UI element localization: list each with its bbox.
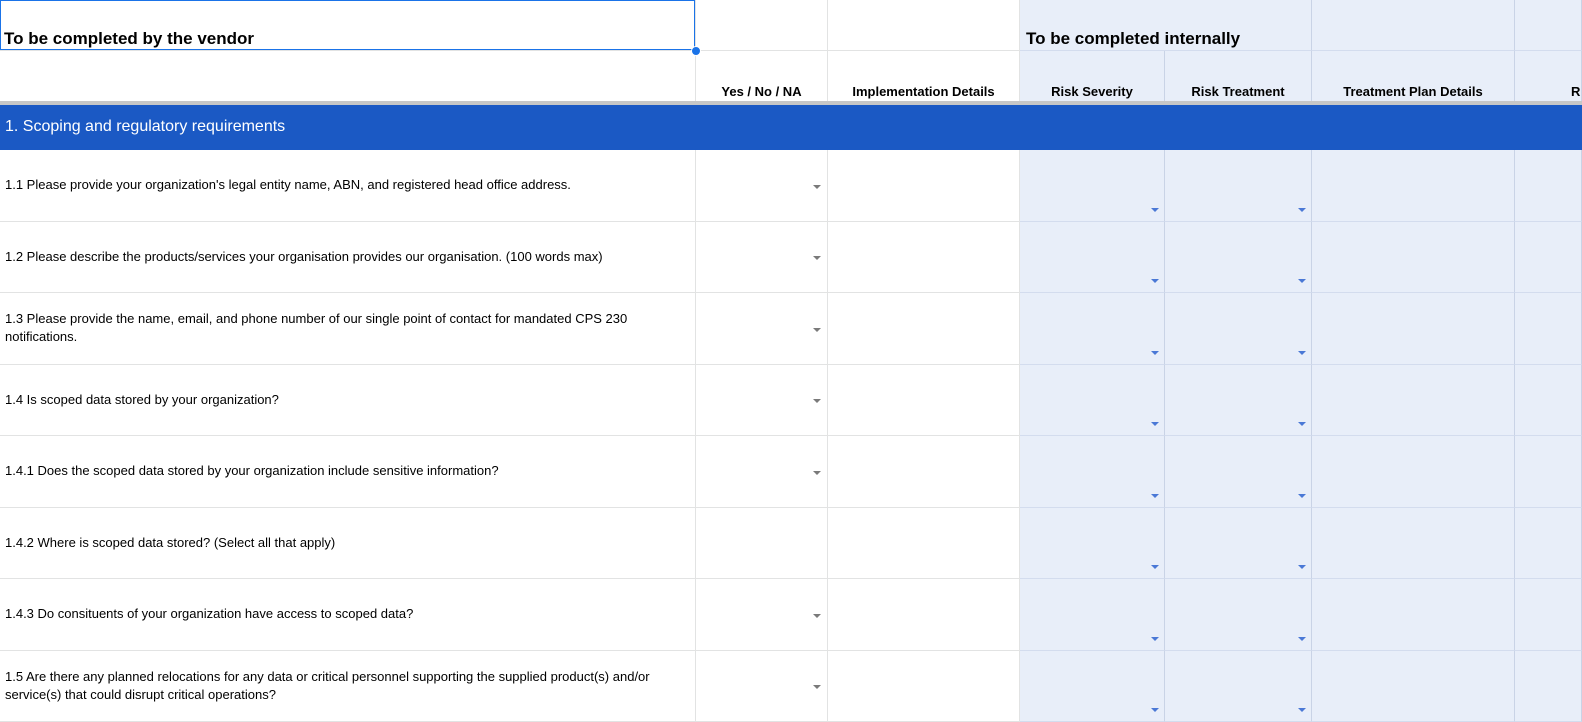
triangle-down-icon[interactable] xyxy=(1298,565,1306,569)
implementation-details-cell[interactable] xyxy=(828,222,1020,294)
question-text: 1.4.3 Do consituents of your organization have access to scoped data? xyxy=(5,605,675,623)
risk-severity-cell[interactable] xyxy=(1020,293,1165,365)
section-title: 1. Scoping and regulatory requirements xyxy=(5,118,285,136)
column-label: R xyxy=(1571,84,1581,99)
question-row xyxy=(0,150,1582,222)
risk-treatment-cell[interactable] xyxy=(1165,579,1312,651)
question-cell[interactable] xyxy=(0,293,696,365)
treatment-plan-details-cell[interactable] xyxy=(1312,222,1515,294)
triangle-down-icon[interactable] xyxy=(1151,208,1159,212)
triangle-down-icon[interactable] xyxy=(1151,351,1159,355)
triangle-down-icon[interactable] xyxy=(813,685,821,689)
triangle-down-icon[interactable] xyxy=(1298,708,1306,712)
yes-no-na-cell[interactable] xyxy=(696,150,828,222)
empty-cell[interactable] xyxy=(828,0,1020,51)
risk-severity-cell[interactable] xyxy=(1020,222,1165,294)
partial-column-cell[interactable] xyxy=(1515,222,1582,294)
question-cell[interactable] xyxy=(0,436,696,508)
yes-no-na-cell[interactable] xyxy=(696,222,828,294)
yes-no-na-cell[interactable] xyxy=(696,651,828,722)
treatment-plan-details-cell[interactable] xyxy=(1312,150,1515,222)
triangle-down-icon[interactable] xyxy=(813,471,821,475)
triangle-down-icon[interactable] xyxy=(1298,494,1306,498)
risk-treatment-cell[interactable] xyxy=(1165,150,1312,222)
risk-treatment-cell[interactable] xyxy=(1165,436,1312,508)
triangle-down-icon[interactable] xyxy=(1298,208,1306,212)
fill-handle[interactable] xyxy=(691,46,701,56)
risk-severity-cell[interactable] xyxy=(1020,651,1165,722)
internal-group-cell[interactable] xyxy=(1020,0,1312,51)
vendor-group-title: To be completed by the vendor xyxy=(4,29,254,49)
question-cell[interactable] xyxy=(0,222,696,294)
implementation-details-cell[interactable] xyxy=(828,651,1020,722)
column-header-risk-severity[interactable] xyxy=(1020,51,1165,102)
question-text: 1.4 Is scoped data stored by your organization? xyxy=(5,391,675,409)
column-label: Treatment Plan Details xyxy=(1312,84,1514,99)
question-row xyxy=(0,651,1582,722)
question-row xyxy=(0,365,1582,437)
partial-column-cell[interactable] xyxy=(1515,436,1582,508)
question-text: 1.4.1 Does the scoped data stored by your organization include sensitive information? xyxy=(5,462,675,480)
question-row xyxy=(0,579,1582,651)
triangle-down-icon[interactable] xyxy=(1298,422,1306,426)
question-row xyxy=(0,293,1582,365)
partial-column-cell[interactable] xyxy=(1515,579,1582,651)
column-header-row xyxy=(0,51,1582,102)
question-row xyxy=(0,436,1582,508)
triangle-down-icon[interactable] xyxy=(1151,279,1159,283)
column-header-treatment-plan-details[interactable] xyxy=(1312,51,1515,102)
vendor-group-cell[interactable] xyxy=(0,0,696,51)
question-text: 1.2 Please describe the products/services your organisation provides our organisation. (100 words max) xyxy=(5,248,675,266)
triangle-down-icon[interactable] xyxy=(813,256,821,260)
question-cell[interactable] xyxy=(0,365,696,437)
triangle-down-icon[interactable] xyxy=(1298,637,1306,641)
partial-column-cell[interactable] xyxy=(1515,365,1582,437)
question-cell[interactable] xyxy=(0,579,696,651)
risk-treatment-cell[interactable] xyxy=(1165,293,1312,365)
question-cell[interactable] xyxy=(0,150,696,222)
triangle-down-icon[interactable] xyxy=(1298,279,1306,283)
risk-treatment-cell[interactable] xyxy=(1165,365,1312,437)
triangle-down-icon[interactable] xyxy=(1298,351,1306,355)
column-header-yes-no-na[interactable] xyxy=(696,51,828,102)
yes-no-na-cell[interactable] xyxy=(696,436,828,508)
internal-group-title: To be completed internally xyxy=(1026,29,1240,49)
empty-cell[interactable] xyxy=(0,51,696,102)
column-header-partial[interactable] xyxy=(1515,51,1582,102)
triangle-down-icon[interactable] xyxy=(813,399,821,403)
partial-column-cell[interactable] xyxy=(1515,150,1582,222)
partial-column-cell[interactable] xyxy=(1515,293,1582,365)
triangle-down-icon[interactable] xyxy=(813,185,821,189)
triangle-down-icon[interactable] xyxy=(813,614,821,618)
column-label: Risk Severity xyxy=(1020,84,1164,99)
implementation-details-cell[interactable] xyxy=(828,436,1020,508)
risk-treatment-cell[interactable] xyxy=(1165,508,1312,580)
implementation-details-cell[interactable] xyxy=(828,293,1020,365)
triangle-down-icon[interactable] xyxy=(1151,708,1159,712)
risk-severity-cell[interactable] xyxy=(1020,579,1165,651)
risk-treatment-cell[interactable] xyxy=(1165,222,1312,294)
risk-severity-cell[interactable] xyxy=(1020,436,1165,508)
section-row[interactable] xyxy=(0,105,1582,150)
treatment-plan-details-cell[interactable] xyxy=(1312,508,1515,580)
implementation-details-cell[interactable] xyxy=(828,579,1020,651)
question-text: 1.5 Are there any planned relocations for any data or critical personnel supporting the supplied product(s) and/or service(s) that could disrupt critical operations? xyxy=(5,668,675,704)
question-row xyxy=(0,222,1582,294)
risk-severity-cell[interactable] xyxy=(1020,365,1165,437)
treatment-plan-details-cell[interactable] xyxy=(1312,365,1515,437)
triangle-down-icon[interactable] xyxy=(1151,422,1159,426)
group-header-row xyxy=(0,0,1582,51)
partial-column-cell[interactable] xyxy=(1515,508,1582,580)
question-text: 1.4.2 Where is scoped data stored? (Select all that apply) xyxy=(5,534,675,552)
triangle-down-icon[interactable] xyxy=(1151,565,1159,569)
treatment-plan-details-cell[interactable] xyxy=(1312,579,1515,651)
treatment-plan-details-cell[interactable] xyxy=(1312,436,1515,508)
question-row xyxy=(0,508,1582,580)
treatment-plan-details-cell[interactable] xyxy=(1312,651,1515,722)
empty-cell[interactable] xyxy=(1312,0,1515,51)
risk-severity-cell[interactable] xyxy=(1020,508,1165,580)
column-label: Yes / No / NA xyxy=(696,84,827,99)
triangle-down-icon[interactable] xyxy=(1151,494,1159,498)
triangle-down-icon[interactable] xyxy=(1151,637,1159,641)
question-cell[interactable] xyxy=(0,651,696,722)
column-label: Risk Treatment xyxy=(1165,84,1311,99)
triangle-down-icon[interactable] xyxy=(813,328,821,332)
implementation-details-cell[interactable] xyxy=(828,150,1020,222)
column-header-implementation-details[interactable] xyxy=(828,51,1020,102)
partial-column-cell[interactable] xyxy=(1515,651,1582,722)
yes-no-na-cell[interactable] xyxy=(696,293,828,365)
yes-no-na-cell[interactable] xyxy=(696,508,828,580)
risk-treatment-cell[interactable] xyxy=(1165,651,1312,722)
yes-no-na-cell[interactable] xyxy=(696,365,828,437)
question-cell[interactable] xyxy=(0,508,696,580)
yes-no-na-cell[interactable] xyxy=(696,579,828,651)
treatment-plan-details-cell[interactable] xyxy=(1312,293,1515,365)
column-label: Implementation Details xyxy=(828,84,1019,99)
risk-severity-cell[interactable] xyxy=(1020,150,1165,222)
question-text: 1.3 Please provide the name, email, and phone number of our single point of contact for mandated CPS 230 notifications. xyxy=(5,310,675,346)
implementation-details-cell[interactable] xyxy=(828,508,1020,580)
empty-cell[interactable] xyxy=(1515,0,1582,51)
empty-cell[interactable] xyxy=(696,0,828,51)
question-text: 1.1 Please provide your organization's legal entity name, ABN, and registered head office address. xyxy=(5,176,675,194)
implementation-details-cell[interactable] xyxy=(828,365,1020,437)
column-header-risk-treatment[interactable] xyxy=(1165,51,1312,102)
